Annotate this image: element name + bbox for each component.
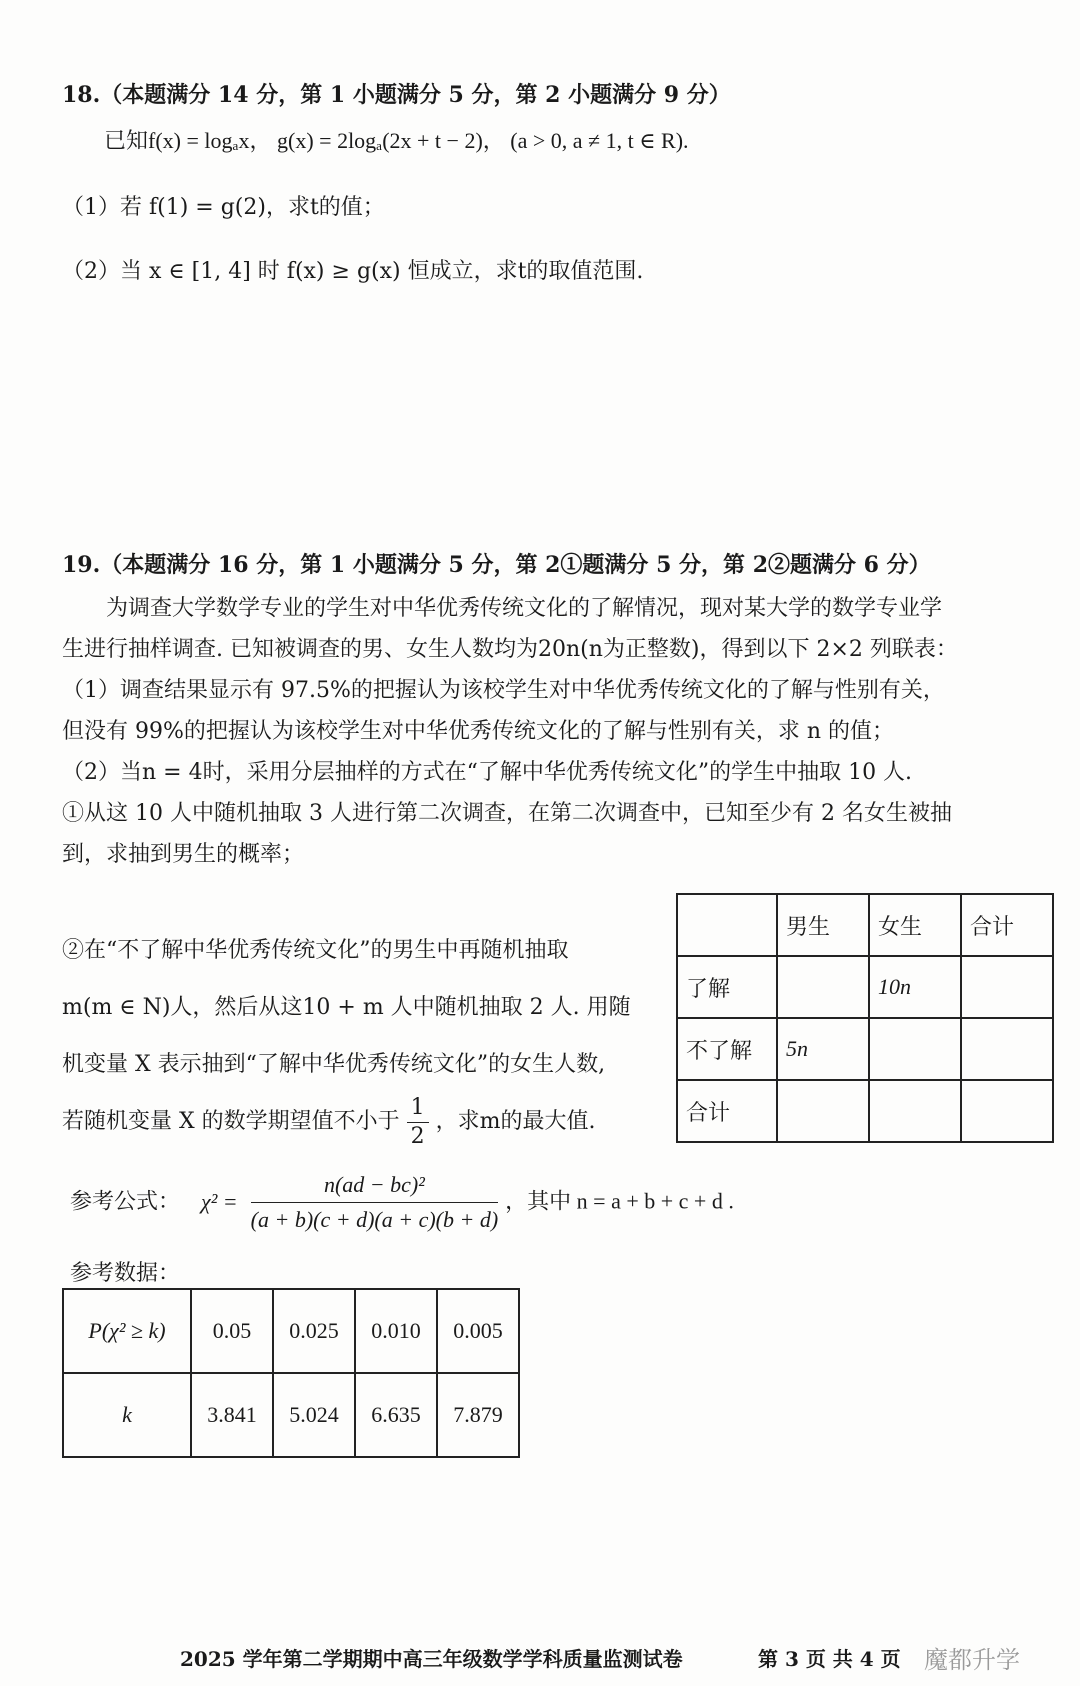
- table-header-cell: [677, 894, 777, 956]
- table-row: [63, 1289, 519, 1373]
- table-row: [677, 1018, 1053, 1080]
- table-cell: 7.879: [437, 1373, 519, 1457]
- q18-part1: （1）若 f(1) = g(2)，求t的值；: [62, 195, 385, 220]
- q19-part2-ii-line2: m(m ∈ N)人，然后从这10 + m 人中随机抽取 2 人. 用随: [62, 995, 631, 1020]
- table-header-cell: 男生: [777, 894, 869, 956]
- reference-formula: [70, 1170, 734, 1235]
- formula-lhs: χ² =: [201, 1188, 238, 1214]
- q19-part2-i-line1: ①从这 10 人中随机抽取 3 人进行第二次调查，在第二次调查中，已知至少有 2 名女生被抽: [62, 801, 952, 826]
- q19-part2-ii-line4-pre: 若随机变量 X 的数学期望值不小于: [62, 1109, 400, 1134]
- table-cell: k: [63, 1373, 191, 1457]
- q19-body: [62, 588, 958, 875]
- page-number: 第 3 页 共 4 页: [758, 1647, 901, 1671]
- formula-tail: ，其中 n = a + b + c + d .: [505, 1188, 734, 1214]
- table-header-row: [677, 894, 1053, 956]
- chi-square-fraction: [251, 1170, 499, 1235]
- table-cell: 6.635: [355, 1373, 437, 1457]
- one-half-denominator: 2: [410, 1123, 425, 1149]
- table-row: [63, 1373, 519, 1457]
- q19-part1-line2: 但没有 99%的把握认为该校学生对中华优秀传统文化的了解与性别有关，求 n 的值；: [62, 719, 895, 744]
- table-cell: [777, 1080, 869, 1142]
- table-cell: P(χ² ≥ k): [63, 1289, 191, 1373]
- table-cell: 0.025: [273, 1289, 355, 1373]
- table-cell: [961, 1018, 1053, 1080]
- table-cell: 3.841: [191, 1373, 273, 1457]
- table-row: [677, 1080, 1053, 1142]
- table-cell: 了解: [677, 956, 777, 1018]
- q19-part2-ii-line4: [62, 1093, 662, 1150]
- q19-part2-ii: [62, 922, 662, 1150]
- table-cell: [869, 1080, 961, 1142]
- watermark-text: 魔都升学: [924, 1646, 1020, 1674]
- table-cell: [777, 956, 869, 1018]
- table-cell: 0.005: [437, 1289, 519, 1373]
- q19-part2-i-line2: 到，求抽到男生的概率；: [62, 842, 305, 867]
- formula-label: 参考公式：: [70, 1189, 181, 1215]
- q19-part1-line1: （1）调查结果显示有 97.5%的把握认为该校学生对中华优秀传统文化的了解与性别有关，: [62, 678, 945, 703]
- formula-numerator: n(ad − bc)²: [251, 1170, 499, 1203]
- q19-intro-line1: 为调查大学数学专业的学生对中华优秀传统文化的了解情况，现对某大学的数学专业学: [62, 596, 943, 621]
- reference-data-table: [62, 1288, 520, 1458]
- table-header-cell: 合计: [961, 894, 1053, 956]
- table-cell: 5.024: [273, 1373, 355, 1457]
- table-cell: 合计: [677, 1080, 777, 1142]
- table-cell: 0.05: [191, 1289, 273, 1373]
- q19-part2-ii-line3: 机变量 X 表示抽到“了解中华优秀传统文化”的女生人数,: [62, 1052, 606, 1077]
- contingency-table: [676, 893, 1054, 1143]
- formula-denominator: (a + b)(c + d)(a + c)(b + d): [250, 1207, 499, 1232]
- table-cell: 10n: [869, 956, 961, 1018]
- table-cell: [961, 956, 1053, 1018]
- q19-header: 19.（本题满分 16 分，第 1 小题满分 5 分，第 2①题满分 5 分，第 2②题满分 6 分）: [62, 552, 931, 578]
- table-cell: 5n: [777, 1018, 869, 1080]
- table-cell: 0.010: [355, 1289, 437, 1373]
- q19-intro-line2: 生进行抽样调查. 已知被调查的男、女生人数均为20n(n为正整数)，得到以下 2×2 列联表：: [62, 637, 958, 662]
- q19-part2: （2）当n = 4时，采用分层抽样的方式在“了解中华优秀传统文化”的学生中抽取 10 人.: [62, 760, 913, 785]
- q19-part2-ii-line1: ②在“不了解中华优秀传统文化”的男生中再随机抽取: [62, 938, 569, 963]
- table-header-cell: 女生: [869, 894, 961, 956]
- table-cell: [869, 1018, 961, 1080]
- q18-given: 已知f(x) = logₐx， g(x) = 2logₐ(2x + t − 2)， (a > 0, a ≠ 1, t ∈ R).: [104, 128, 689, 153]
- one-half-numerator: 1: [407, 1096, 429, 1123]
- table-cell: 不了解: [677, 1018, 777, 1080]
- table-row: [677, 956, 1053, 1018]
- q19-part2-ii-line4-post: ，求m的最大值.: [435, 1109, 596, 1134]
- reference-data-label: 参考数据：: [70, 1261, 181, 1286]
- table-cell: [961, 1080, 1053, 1142]
- q18-part2: （2）当 x ∈ [1, 4] 时 f(x) ≥ g(x) 恒成立，求t的取值范围.: [62, 259, 644, 284]
- q18-header: 18.（本题满分 14 分，第 1 小题满分 5 分，第 2 小题满分 9 分）: [62, 82, 731, 108]
- footer-title: 2025 学年第二学期期中高三年级数学学科质量监测试卷: [180, 1647, 683, 1671]
- one-half-fraction: [407, 1096, 429, 1149]
